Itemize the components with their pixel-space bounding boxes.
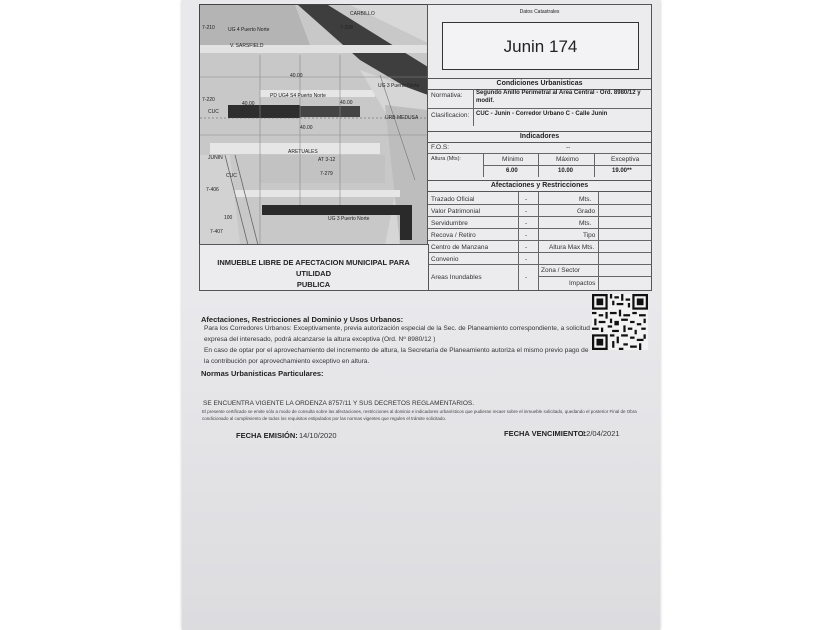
status-caption-line1: INMUEBLE LIBRE DE AFECTACION MUNICIPAL PARA UTILIDAD: [217, 258, 410, 278]
map-label-40d: 40.00: [300, 125, 313, 131]
afectaciones-line-1: Para los Corredores Urbanos: Exceptivamente, previa autorización especial de la Sec. de Planeamiento correspondiente, a solicitud: [204, 325, 590, 332]
areas-inundables-value: -: [525, 274, 528, 281]
clasificacion-label: Clasificacion:: [431, 112, 470, 119]
afectaciones-heading-text: Afectaciones, Restricciones al Dominio y Usos Urbanos:: [201, 315, 404, 324]
restriction-value: -: [525, 196, 528, 203]
restriction-value: -: [525, 232, 528, 239]
disclaimer-line-1: El presente certificado se emite sólo a modo de consulta sobre las afectaciones, restricciones al dominio e indicadores urbanísticos que pudieran recaer sobre el inmueble solicitado, quedando el posterior Final de Obra: [202, 409, 637, 414]
cadastral-data-panel: [427, 4, 652, 291]
indicadores-heading: Indicadores: [428, 131, 651, 143]
fos-label: F.O.S:: [431, 144, 450, 151]
restriction-label: Trazado Oficial: [431, 196, 475, 203]
restriction-unit: Mts.: [579, 220, 592, 227]
clasificacion-value: CUC - Junin - Corredor Urbano C - Calle Junin: [476, 111, 608, 117]
vigente-text: SE ENCUENTRA VIGENTE LA ORDENZA 8757/11 Y SUS DECRETOS REGLAMENTARIOS.: [203, 400, 475, 407]
map-label-at: AT 3-12: [318, 157, 336, 163]
status-caption: [206, 257, 421, 290]
exceptiva-value: 19.00**: [612, 168, 632, 174]
datos-catastrales-title: Datos Catastrales: [519, 9, 560, 15]
map-label-40a: 40.00: [242, 101, 255, 107]
minimo-label: Mínimo: [502, 156, 524, 163]
map-label-artuales: ARETUALES: [288, 149, 318, 155]
restriction-label: Convenio: [431, 256, 459, 263]
normativa-value: Segundo Anillo Perimetral al Area Central - Ord. 8980/12 y modif.: [476, 90, 641, 104]
minimo-value: 6.00: [506, 168, 518, 174]
maximo-label: Máximo: [556, 156, 579, 163]
qr-code-icon: [592, 294, 648, 350]
status-caption-box: [199, 244, 429, 291]
fos-value: --: [566, 144, 571, 151]
address-box: [442, 22, 639, 70]
status-caption-line2: PUBLICA: [296, 280, 331, 289]
map-label-40c: 40.00: [340, 100, 353, 106]
restriction-label: Centro de Manzana: [431, 244, 489, 251]
restriction-unit: Tipo: [583, 232, 596, 239]
map-label-ug4: UG 4 Puerto Norte: [228, 27, 270, 33]
map-label-junin: JUNIN: [208, 155, 223, 161]
fecha-vencimiento-label: FECHA VENCIMIENTO:: [504, 429, 587, 438]
map-label-7210: 7-210: [202, 25, 215, 31]
restriction-unit: Mts.: [579, 196, 592, 203]
map-label-ug3b: UG 3 Puerto Norte: [328, 216, 370, 222]
map-label-7208: 7-208: [340, 25, 353, 31]
map-drawing: [200, 5, 428, 245]
condiciones-heading: Condiciones Urbanisticas: [428, 78, 651, 90]
altura-label: Altura (Mts):: [431, 156, 461, 162]
fecha-emision-label: FECHA EMISIÓN:: [236, 431, 298, 440]
map-label-7220: 7-220: [202, 97, 215, 103]
restriction-label: Servidumbre: [431, 220, 468, 227]
address-value: Junin 174: [503, 37, 578, 56]
map-label-40b: 40.00: [290, 73, 303, 79]
map-label-ug3: UG 3 Puerto Norte: [378, 83, 420, 89]
areas-inundables-label: Areas Inundables: [431, 274, 482, 281]
afectaciones-line-4: la contribución por aprovechamiento exceptivo en altura.: [204, 358, 370, 365]
disclaimer-line-2: condicionado al cumplimiento de todos los requisitos estipulados por las normas vigentes que regulen el trámite solicitado.: [202, 416, 447, 421]
afectaciones-heading: Afectaciones y Restricciones: [428, 180, 651, 192]
restriction-label: Valor Patrimonial: [431, 208, 481, 215]
map-label-carbillo: CARBILLO: [350, 11, 375, 17]
cadastral-map: [199, 4, 429, 246]
normativa-label: Normativa:: [431, 92, 463, 99]
map-label-sarsfield: V. SARSFIELD: [230, 43, 264, 49]
exceptiva-label: Exceptiva: [611, 156, 640, 163]
restriction-value: -: [525, 256, 528, 263]
restriction-unit: Grado: [577, 208, 596, 215]
impactos-label: Impactos: [569, 280, 596, 287]
restriction-value: -: [525, 220, 528, 227]
zona-sector-label: Zona / Sector: [541, 267, 581, 274]
map-label-pdug: PD UG4 S4 Puerto Norte: [270, 93, 326, 99]
map-label-medusa: URB MEDUSA: [385, 115, 419, 121]
restriction-value: -: [525, 244, 528, 251]
normas-heading: Normas Urbanisticas Particulares:: [201, 369, 324, 378]
maximo-value: 10.00: [558, 168, 574, 174]
restriction-label: Recova / Retiro: [431, 232, 476, 239]
certificate-paper: [182, 0, 660, 630]
restriction-value: -: [525, 208, 528, 215]
map-label-cuc1: CUC: [208, 109, 219, 115]
afectaciones-line-2: expresa del interesado, podrá alcanzarse la altura exceptiva (Ord. Nº 8980/12 ): [204, 336, 436, 343]
map-label-cuc2: CUC: [226, 173, 237, 179]
afectaciones-line-3: En caso de optar por el aprovechamiento del incremento de altura, la Secretaría de Planeamiento autoriza el mismo previo pago de: [204, 347, 589, 354]
restriction-unit: Altura Max Mts.: [549, 244, 595, 251]
map-label-7279: 7-279: [320, 171, 333, 177]
map-label-7407: 7-407: [210, 229, 223, 235]
map-label-7406: 7-406: [206, 187, 219, 193]
fecha-emision-value: 14/10/2020: [299, 431, 337, 440]
map-label-100: 100: [224, 215, 233, 221]
fecha-vencimiento-value: 12/04/2021: [582, 429, 620, 438]
